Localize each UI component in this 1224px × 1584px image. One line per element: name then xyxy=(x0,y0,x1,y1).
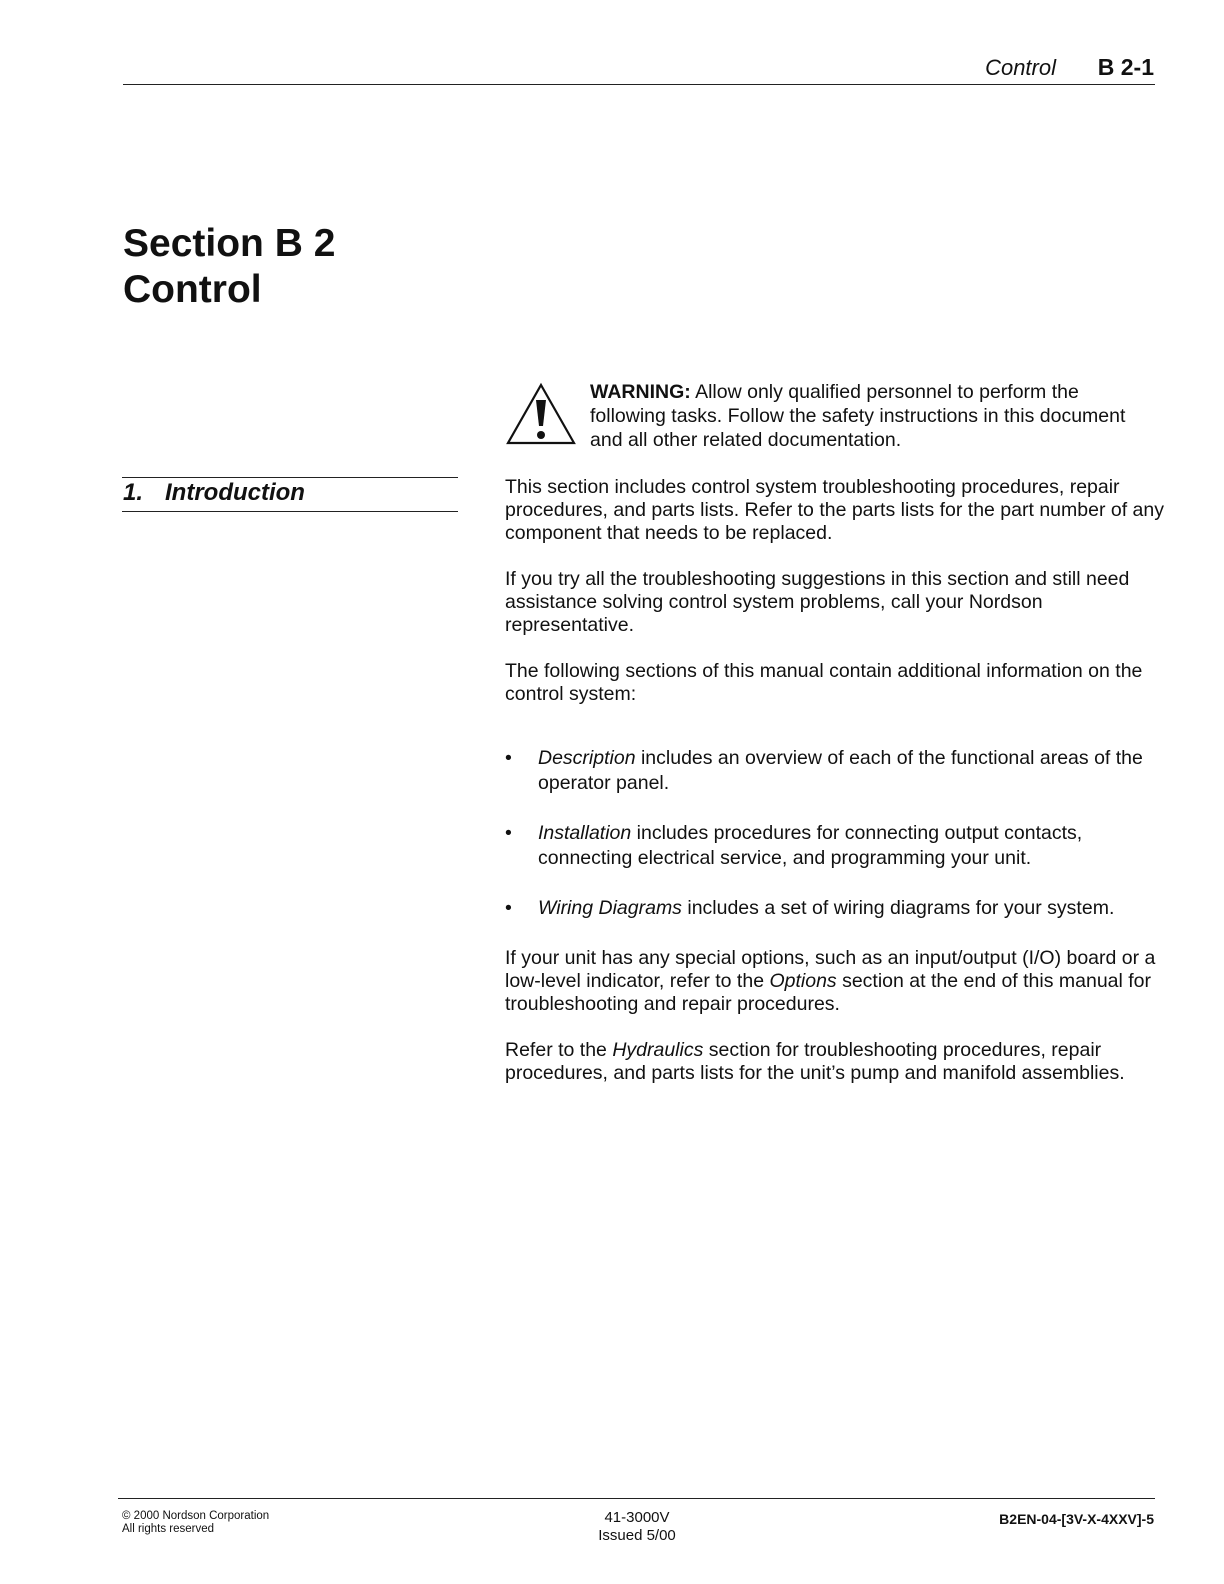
intro-heading-number: 1. xyxy=(123,479,144,506)
warning-triangle-icon xyxy=(505,382,577,446)
paragraph-3: The following sections of this manual contain additional information on the control system: xyxy=(505,660,1143,705)
list-item-text: includes an overview of each of the functional areas of the operator panel. xyxy=(538,747,1143,794)
footer-divider xyxy=(118,1498,1155,1499)
section-title-line1: Section B 2 xyxy=(123,222,336,265)
page-number: B 2-1 xyxy=(1097,54,1154,80)
paragraph-5-text-b: section for troubleshooting procedures, repair procedures, and parts lists for the unit’s pump and manifold assemblies. xyxy=(505,1038,1125,1084)
list-item xyxy=(505,896,1165,921)
list-item xyxy=(505,821,1165,870)
warning-label: WARNING: xyxy=(590,381,691,403)
intro-heading-title: Introduction xyxy=(165,479,305,506)
paragraph-4-emphasis: Options xyxy=(769,969,837,992)
rights-line: All rights reserved xyxy=(122,1523,215,1535)
warning-message: Allow only qualified personnel to perform the following tasks. Follow the safety instructions in this document and all other related documentation. xyxy=(590,381,1126,451)
paragraph-1: This section includes control system troubleshooting procedures, repair procedures, and parts lists. Refer to the parts lists for the part number of any component that needs to be replaced. xyxy=(505,476,1164,544)
doc-number: 41-3000V xyxy=(604,1509,670,1526)
paragraph-4-text-b: section at the end of this manual for troubleshooting and repair procedures. xyxy=(505,969,1152,1015)
intro-heading xyxy=(123,479,305,507)
bullet-icon: • xyxy=(505,897,512,919)
footer-doc-info xyxy=(570,1509,704,1545)
list-item xyxy=(505,746,1165,795)
list-item-text: includes procedures for connecting output contacts, connecting electrical service, and programming your unit. xyxy=(538,822,1083,869)
issued-date: Issued 5/00 xyxy=(598,1527,676,1544)
paragraph-4 xyxy=(505,947,1165,1016)
intro-rule-bottom xyxy=(122,511,458,512)
paragraph-2: If you try all the troubleshooting suggestions in this section and still need assistance solving control system problems, call your Nordson representative. xyxy=(505,568,1130,636)
list-item-term: Description xyxy=(538,747,636,769)
warning-text xyxy=(590,380,1160,452)
paragraph-5-text-a: Refer to the xyxy=(505,1038,613,1061)
list-item-term: Installation xyxy=(538,822,632,844)
running-title: Control xyxy=(985,55,1056,80)
bullet-icon: • xyxy=(505,822,512,844)
paragraph-4-text-a: If your unit has any special options, such as an input/output (I/O) board or a low-level indicator, refer to the xyxy=(505,946,1156,992)
section-title xyxy=(123,221,335,313)
paragraph-5-emphasis: Hydraulics xyxy=(612,1038,704,1061)
bullet-icon: • xyxy=(505,747,512,769)
footer-copyright xyxy=(122,1510,269,1536)
body-text xyxy=(505,476,1165,1108)
list-item-text: includes a set of wiring diagrams for your system. xyxy=(681,897,1115,919)
copyright-line: © 2000 Nordson Corporation xyxy=(122,1510,270,1522)
section-title-line2: Control xyxy=(123,268,262,311)
footer-code: B2EN-04-[3V-X-4XXV]-5 xyxy=(999,1511,1154,1527)
list-item-term: Wiring Diagrams xyxy=(538,897,682,919)
bullet-list xyxy=(505,746,1165,921)
paragraph-5 xyxy=(505,1039,1165,1085)
intro-rule-top xyxy=(122,477,458,478)
header-divider xyxy=(123,84,1155,85)
